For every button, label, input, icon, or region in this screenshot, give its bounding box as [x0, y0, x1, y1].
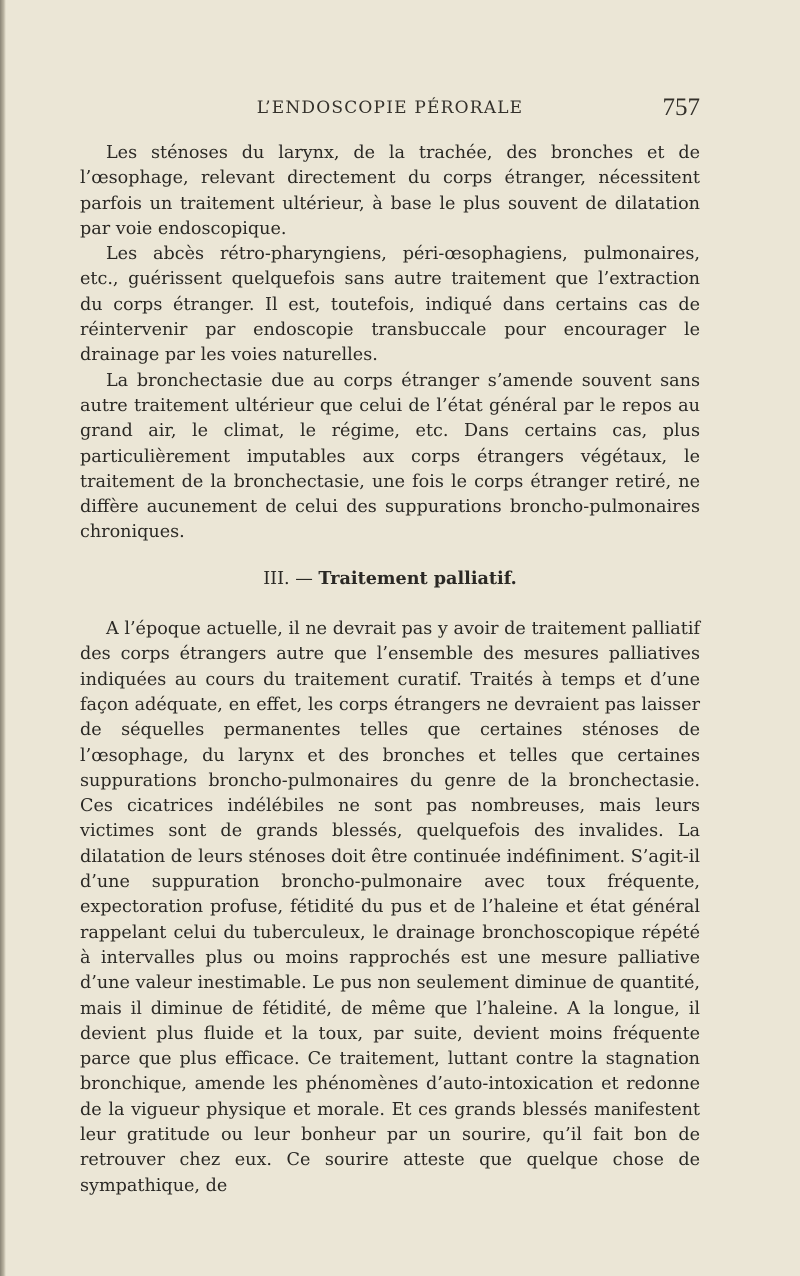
page-number: 757 — [662, 94, 700, 121]
page-header — [80, 96, 700, 126]
section-title: Traitement palliatif. — [318, 567, 517, 589]
section-dash: — — [295, 568, 313, 589]
running-head: L’ENDOSCOPIE PÉRORALE — [256, 98, 524, 118]
paragraph-bronchectasie: La bronchectasie due au corps étranger s’amende souvent sans autre traitement ultérieur que celui de l’état général par le repos au grand air, le climat, le régime, etc. Dans certains cas, plus particulièrement imputables aux corps étrangers végétaux, le traitement de la bronchectasie, une fois le corps étranger retiré, ne diffère aucunement de celui des suppurations broncho-pulmonaires chroniques. — [80, 370, 700, 543]
paragraph-epoque-actuelle: A l’époque actuelle, il ne devrait pas y avoir de traitement palliatif des corps étrangers autre que l’ensemble des mesures palliatives indiquées au cours du traitement curatif. Traités à temps et d’une façon adéquate, en effet, les corps étrangers ne devraient pas laisser de séquelles permanentes telles que certaines sténoses de l’œsophage, du larynx et des bronches et telles que certaines suppurations broncho-pulmonaires du genre de la bronchectasie. Ces cicatrices indélébiles ne sont pas nombreuses, mais leurs victimes sont de grands blessés, quelquefois des invalides. La dilatation de leurs sténoses doit être continuée indéfiniment. S’agit-il d’une suppuration broncho-pulmonaire avec toux fréquente, expectoration profuse, fétidité du pus et de l’haleine et état général rappelant celui du tuberculeux, le drainage bronchoscopique répété à intervalles plus ou moins rapprochés est une mesure palliative d’une valeur inestimable. Le pus non seulement diminue de quantité, mais il diminue de fétidité, de même que l’haleine. A la longue, il devient plus fluide et la toux, par suite, devient moins fréquente parce que plus efficace. Ce traitement, luttant contre la stagnation bronchique, amende les phénomènes d’auto-intoxication et redonne de la vigueur physique et morale. Et ces grands blessés manifestent leur gratitude ou leur bonheur par un sourire, qu’il fait bon de retrouver chez eux. Ce sourire atteste que quelque chose de sympathique, de — [80, 619, 700, 1196]
paragraph-abces: Les abcès rétro-pharyngiens, péri-œsophagiens, pulmonaires, etc., guérissent quelquefois sans autre traitement que l’extraction du corps étranger. Il est, toutefois, indiqué dans certains cas de réintervenir par endoscopie transbuccale pour encourager le drainage par les voies naturelles. — [80, 244, 700, 366]
section-number: III. — [263, 568, 290, 589]
paragraph-stenoses: Les sténoses du larynx, de la trachée, des bronches et de l’œsophage, relevant directement du corps étranger, nécessitent parfois un traitement ultérieur, à base le plus souvent de dilatation par voie endoscopique. — [80, 143, 700, 239]
section-heading — [80, 566, 700, 592]
page-binding-edge — [0, 0, 6, 1276]
body-text — [80, 141, 700, 1199]
